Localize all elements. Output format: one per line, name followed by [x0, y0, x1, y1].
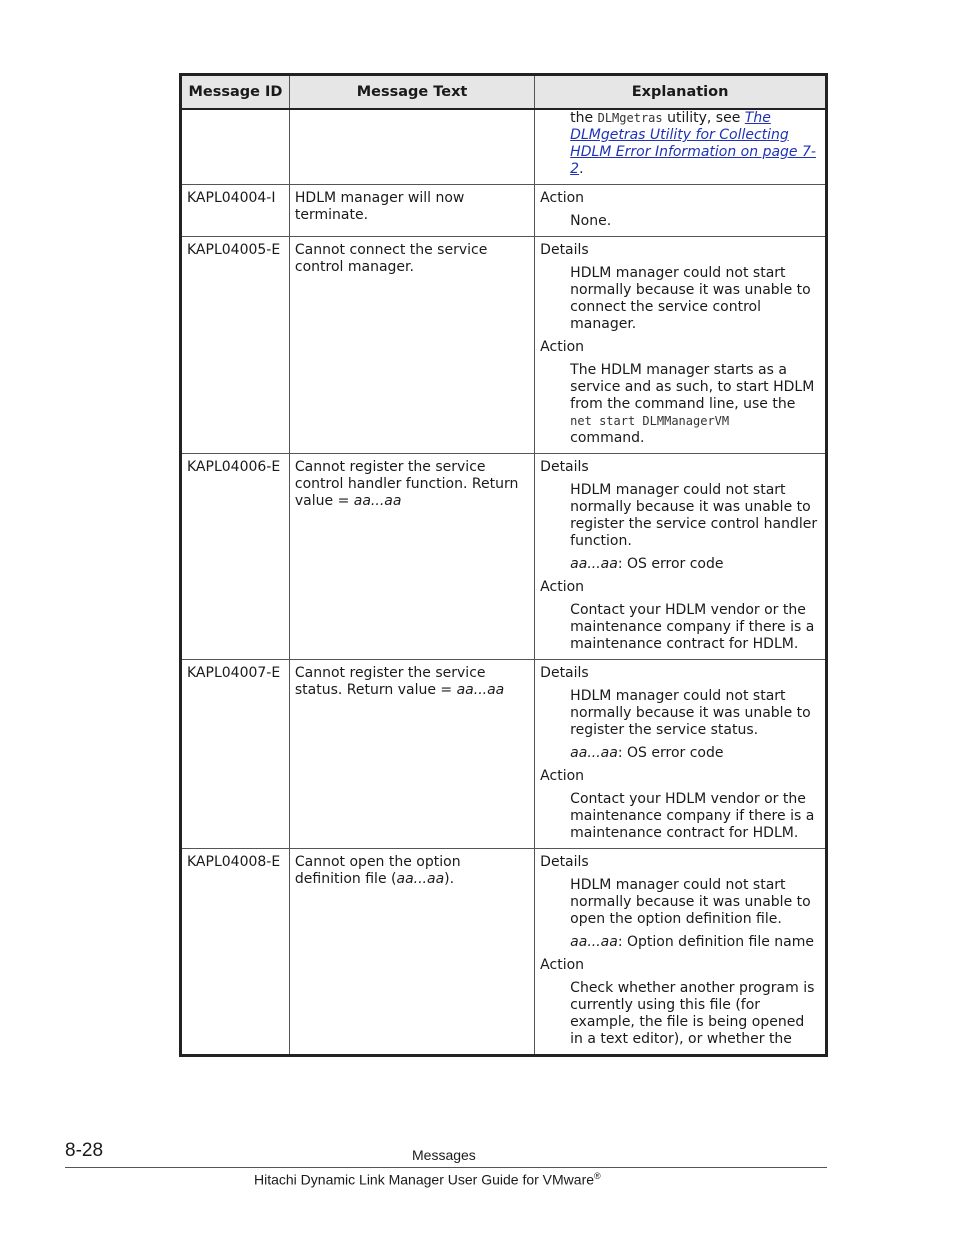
utility-code: DLMgetras: [597, 111, 663, 125]
action-text: Contact your HDLM vendor or the maintenance company if there is a maintenance contract for HDLM.: [570, 791, 815, 841]
action-text: None.: [570, 213, 612, 229]
action-text-main: The HDLM manager starts as a service and as such, to start HDLM from the command line, use the: [570, 362, 815, 412]
cell-explanation: [535, 109, 827, 185]
command-code: net start DLMManagerVM: [570, 414, 730, 428]
cell-text: [289, 454, 534, 660]
cell-id: KAPL04007-E: [181, 660, 290, 849]
details-text: HDLM manager could not start normally because it was unable to connect the service control manager.: [570, 265, 811, 332]
variable-name: aa...aa: [570, 934, 618, 950]
message-variable: aa...aa: [456, 682, 505, 698]
cell-id: KAPL04004-I: [181, 185, 290, 237]
cell-id: KAPL04006-E: [181, 454, 290, 660]
registered-mark: ®: [594, 1171, 601, 1181]
variable-description: [570, 745, 820, 762]
cell-text: [289, 660, 534, 849]
footer-section-title: Messages: [412, 1147, 476, 1163]
cell-text: HDLM manager will now terminate.: [289, 185, 534, 237]
variable-meaning: : Option definition file name: [617, 934, 815, 950]
message-variable: aa...aa: [396, 871, 445, 887]
variable-description: [570, 934, 820, 951]
cell-text: [289, 849, 534, 1056]
cell-id: [181, 109, 290, 185]
header-explanation: Explanation: [535, 75, 827, 110]
footer-divider: [65, 1167, 827, 1168]
table-row: [181, 849, 827, 1056]
variable-meaning: : OS error code: [617, 745, 724, 761]
variable-name: aa...aa: [570, 745, 618, 761]
action-label: Action: [540, 339, 585, 355]
variable-description: [570, 556, 820, 573]
cell-explanation: [535, 849, 827, 1056]
action-text: [570, 362, 820, 447]
cell-explanation: [535, 185, 827, 237]
message-text: Cannot open the option definition file (: [294, 854, 461, 887]
dlmgetras-link[interactable]: The DLMgetras Utility for Collecting HDLM Error Information on page 7-2: [570, 110, 816, 177]
book-title-text: Hitachi Dynamic Link Manager User Guide for VMware: [254, 1171, 595, 1188]
header-message-text: Message Text: [289, 75, 534, 110]
cell-id: KAPL04008-E: [181, 849, 290, 1056]
header-message-id: Message ID: [181, 75, 290, 110]
details-label: Details: [540, 665, 589, 681]
table-row: [181, 237, 827, 454]
variable-name: aa...aa: [570, 556, 618, 572]
action-label: Action: [540, 190, 585, 206]
action-text: Contact your HDLM vendor or the maintenance company if there is a maintenance contract for HDLM.: [570, 602, 815, 652]
message-text-end: ).: [444, 871, 455, 887]
details-label: Details: [540, 242, 589, 258]
cell-explanation: [535, 454, 827, 660]
cell-text: [289, 109, 534, 185]
action-text: Check whether another program is currently using this file (for example, the file is being opened in a text editor), or whether the: [570, 980, 815, 1047]
action-label: Action: [540, 579, 585, 595]
table-row: [181, 185, 827, 237]
details-label: Details: [540, 854, 589, 870]
cell-explanation: [535, 660, 827, 849]
continuation-suffix: .: [579, 161, 584, 177]
action-text-end: command.: [570, 430, 645, 446]
continuation-middle: utility, see: [662, 110, 745, 126]
continuation-text: [570, 110, 820, 178]
cell-id: KAPL04005-E: [181, 237, 290, 454]
details-label: Details: [540, 459, 589, 475]
message-variable: aa...aa: [353, 493, 402, 509]
cell-text: Cannot connect the service control manager.: [289, 237, 534, 454]
action-label: Action: [540, 957, 585, 973]
message-text: Cannot register the service control handler function. Return value =: [294, 459, 519, 509]
page-number: 8-28: [65, 1140, 104, 1161]
table-row: [181, 109, 827, 185]
cell-explanation: [535, 237, 827, 454]
table-row: [181, 454, 827, 660]
action-label: Action: [540, 768, 585, 784]
table-header-row: [181, 75, 827, 110]
details-text: HDLM manager could not start normally because it was unable to register the service status.: [570, 688, 811, 738]
footer-book-title: [254, 1171, 601, 1188]
table-row: [181, 660, 827, 849]
messages-table: [179, 73, 828, 1057]
variable-meaning: : OS error code: [617, 556, 724, 572]
message-text: Cannot register the service status. Return value =: [294, 665, 486, 698]
continuation-prefix: the: [570, 110, 598, 126]
details-text: HDLM manager could not start normally because it was unable to register the service control handler function.: [570, 482, 818, 549]
details-text: HDLM manager could not start normally because it was unable to open the option definition file.: [570, 877, 811, 927]
